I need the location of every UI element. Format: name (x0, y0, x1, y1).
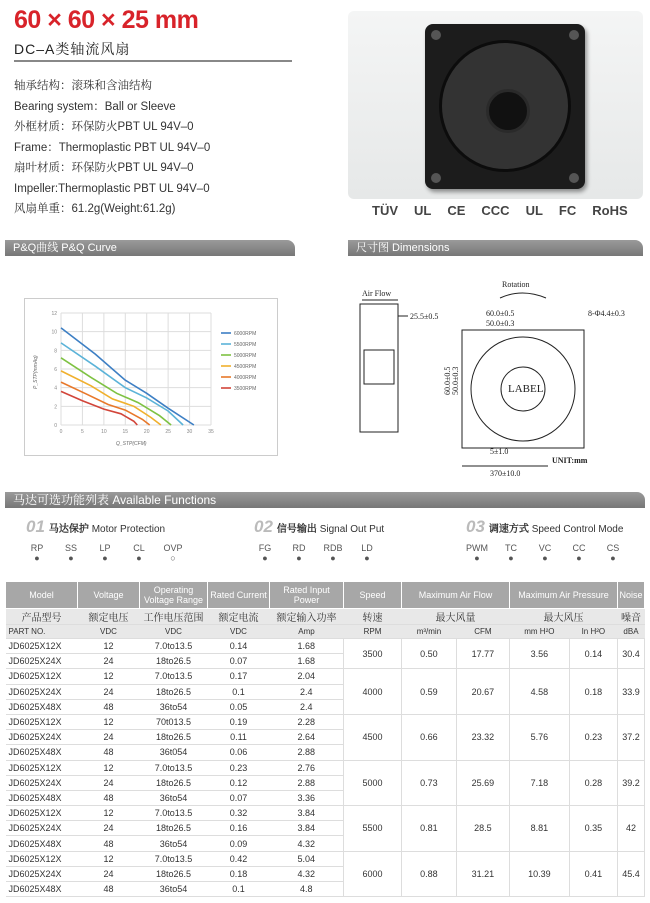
function-group-speed: 03 调速方式 Speed Control Mode PWM ● TC ● VC ● CC ● CS ● (466, 517, 624, 563)
x-tick-label: 0 (59, 429, 63, 435)
spec-line: 外框材质：环保防火PBT UL 94V–0 (14, 121, 194, 133)
width-inner-dim: 50.0±0.3 (486, 319, 515, 328)
group-inh2o: 0.41 (569, 851, 617, 897)
legend-label: 5000RPM (234, 353, 257, 359)
rohs-icon: RoHS (592, 203, 628, 218)
group-inh2o: 0.28 (569, 760, 617, 806)
group-m3: 0.66 (402, 714, 457, 760)
group-speed: 6000 (344, 851, 402, 897)
dimensions-section-header: 尺寸图 Dimensions (348, 240, 643, 256)
x-tick-label: 35 (208, 429, 214, 435)
table-unit-row: PART NO. VDC VDC VDC Amp RPM m³/min CFM mm H²O In H²O dBA (6, 625, 645, 639)
group-cfm: 25.69 (456, 760, 509, 806)
table-row: JD6025X48X 48 36t054 0.06 2.88 (6, 745, 645, 760)
group-mmh2o: 5.76 (509, 714, 569, 760)
group-noise: 39.2 (617, 760, 644, 806)
y-tick-label: 2 (54, 404, 57, 411)
airflow-label: Air Flow (362, 289, 392, 298)
title-divider (14, 60, 292, 62)
table-cn-header-row: 产品型号 额定电压 工作电压范围 额定电流 额定输入功率 转速 最大风量 最大风压 噪音 (6, 609, 645, 625)
group-speed: 4000 (344, 669, 402, 715)
lead-dim: 5±1.0 (490, 447, 509, 456)
group-inh2o: 0.14 (569, 639, 617, 669)
rotation-label: Rotation (502, 280, 530, 289)
group-mmh2o: 4.58 (509, 669, 569, 715)
table-row: JD6025X12X 12 7.0to13.5 0.42 5.04 6000 0.88 31.21 10.39 0.41 45.4 (6, 851, 645, 866)
function-group-signal: 02 信号输出 Signal Out Put FG ● RD ● RDB ● LD ● (254, 517, 385, 563)
spec-table (5, 581, 645, 897)
table-row: JD6025X24X 24 18to26.5 0.1 2.4 (6, 684, 645, 699)
y-tick-label: 8 (54, 348, 57, 355)
pq-chart-panel (24, 298, 278, 456)
table-row: JD6025X48X 48 36to54 0.1 4.8 (6, 882, 645, 897)
legend-label: 4000RPM (234, 375, 257, 381)
legend-label: 5500RPM (234, 342, 257, 348)
table-row: JD6025X24X 24 18to26.5 0.16 3.84 (6, 821, 645, 836)
x-tick-label: 15 (122, 429, 129, 435)
table-header-row: Model Voltage Operating Voltage Range Rated Current Rated Input Power Speed Maximum Air Flow Maximum Air Pressure Noise (6, 582, 645, 609)
ul-listed-icon: UL (525, 203, 543, 218)
pq-section-header: P&Q曲线 P&Q Curve (5, 240, 295, 256)
group-m3: 0.88 (402, 851, 457, 897)
ce-icon: CE (447, 203, 466, 218)
y-tick-label: 6 (54, 367, 57, 373)
y-tick-label: 10 (51, 329, 57, 336)
table-row: JD6025X12X 12 7.0to13.5 0.32 3.84 5500 0.81 28.5 8.81 0.35 42 (6, 806, 645, 821)
label-text: LABEL (508, 383, 544, 395)
fc-icon: FC (558, 203, 577, 218)
table-row: JD6025X24X 24 18to26.5 0.07 1.68 (6, 654, 645, 669)
series-line (61, 358, 171, 425)
group-noise: 33.9 (617, 669, 644, 715)
group-mmh2o: 8.81 (509, 806, 569, 852)
group-cfm: 23.32 (456, 714, 509, 760)
spec-line: 风扇单重：61.2g(Weight:61.2g) (14, 203, 176, 215)
group-cfm: 28.5 (456, 806, 509, 852)
y-tick-label: 4 (54, 385, 57, 392)
wire-length-dim: 370±10.0 (490, 469, 521, 478)
x-tick-label: 20 (143, 429, 150, 435)
table-row: JD6025X48X 48 36to54 0.07 3.36 (6, 790, 645, 805)
tuv-icon: TÜV (372, 203, 398, 218)
spec-line: 轴承结构：滚珠和含油结构 (14, 80, 152, 92)
table-row: JD6025X12X 12 7.0to13.5 0.17 2.04 4000 0.59 20.67 4.58 0.18 33.9 (6, 669, 645, 684)
spec-line: Frame：Thermoplastic PBT UL 94V–0 (14, 141, 211, 154)
table-row: JD6025X48X 48 36to54 0.05 2.4 (6, 699, 645, 714)
y-tick-label: 0 (54, 423, 57, 429)
ccc-icon: CCC (481, 203, 510, 218)
group-speed: 4500 (344, 714, 402, 760)
group-noise: 30.4 (617, 639, 644, 669)
fan-image (425, 24, 585, 189)
group-speed: 5000 (344, 760, 402, 806)
table-row: JD6025X24X 24 18to26.5 0.18 4.32 (6, 866, 645, 881)
group-m3: 0.59 (402, 669, 457, 715)
group-m3: 0.73 (402, 760, 457, 806)
group-inh2o: 0.18 (569, 669, 617, 715)
legend-label: 3500RPM (234, 386, 257, 392)
y-axis-label: P_STP(mmAq) (33, 355, 39, 389)
x-axis-label: Q_STP(CFM) (116, 441, 147, 447)
table-row: JD6025X48X 48 36to54 0.09 4.32 (6, 836, 645, 851)
unit-label: UNIT:mm (552, 456, 588, 465)
group-inh2o: 0.23 (569, 714, 617, 760)
group-cfm: 31.21 (456, 851, 509, 897)
spec-line: Impeller:Thermoplastic PBT UL 94V–0 (14, 182, 210, 195)
function-group-motor: 01 马达保护 Motor Protection RP ● SS ● LP ● CL ● OVP ○ (26, 517, 183, 563)
group-mmh2o: 7.18 (509, 760, 569, 806)
group-speed: 3500 (344, 639, 402, 669)
table-row: JD6025X12X 12 7.0to13.5 0.23 2.76 5000 0.73 25.69 7.18 0.28 39.2 (6, 760, 645, 775)
spec-line: Bearing system：Ball or Sleeve (14, 100, 176, 113)
ul-icon: UL (414, 203, 432, 218)
group-m3: 0.81 (402, 806, 457, 852)
group-speed: 5500 (344, 806, 402, 852)
table-row: JD6025X24X 24 18to26.5 0.12 2.88 (6, 775, 645, 790)
functions-section-header: 马达可选功能列表 Available Functions (5, 492, 645, 508)
series-line (61, 382, 150, 425)
page-subtitle: DC–A类轴流风扇 (14, 41, 131, 57)
group-noise: 42 (617, 806, 644, 852)
group-noise: 45.4 (617, 851, 644, 897)
hole-dim: 8-Φ4.4±0.3 (588, 309, 625, 318)
group-mmh2o: 10.39 (509, 851, 569, 897)
x-tick-label: 30 (186, 429, 193, 435)
certification-icons (372, 203, 628, 218)
table-row: JD6025X24X 24 18to26.5 0.11 2.64 (6, 730, 645, 745)
page-title: 60 × 60 × 25 mm (14, 6, 199, 34)
thickness-dim: 25.5±0.5 (410, 312, 439, 321)
spec-line: 扇叶材质：环保防火PBT UL 94V–0 (14, 162, 194, 174)
legend-label: 6000RPM (234, 331, 257, 337)
y-tick-label: 12 (51, 311, 57, 317)
x-tick-label: 5 (81, 429, 84, 435)
group-cfm: 17.77 (456, 639, 509, 669)
group-cfm: 20.67 (456, 669, 509, 715)
height-outer-dim: 60.0±0.5 (443, 366, 452, 395)
width-outer-dim: 60.0±0.5 (486, 309, 515, 318)
group-noise: 37.2 (617, 714, 644, 760)
group-inh2o: 0.35 (569, 806, 617, 852)
dimension-drawing (350, 270, 644, 482)
legend-label: 4500RPM (234, 364, 257, 370)
series-line (61, 343, 183, 425)
table-row: JD6025X12X 12 7.0to13.5 0.14 1.68 3500 0.50 17.77 3.56 0.14 30.4 (6, 639, 645, 654)
group-mmh2o: 3.56 (509, 639, 569, 669)
pq-chart (25, 299, 277, 455)
x-tick-label: 25 (165, 429, 171, 435)
group-m3: 0.50 (402, 639, 457, 669)
spec-list (14, 76, 210, 220)
table-row: JD6025X12X 12 70t013.5 0.19 2.28 4500 0.66 23.32 5.76 0.23 37.2 (6, 714, 645, 729)
x-tick-label: 10 (101, 429, 107, 435)
height-inner-dim: 50.0±0.3 (451, 366, 460, 395)
